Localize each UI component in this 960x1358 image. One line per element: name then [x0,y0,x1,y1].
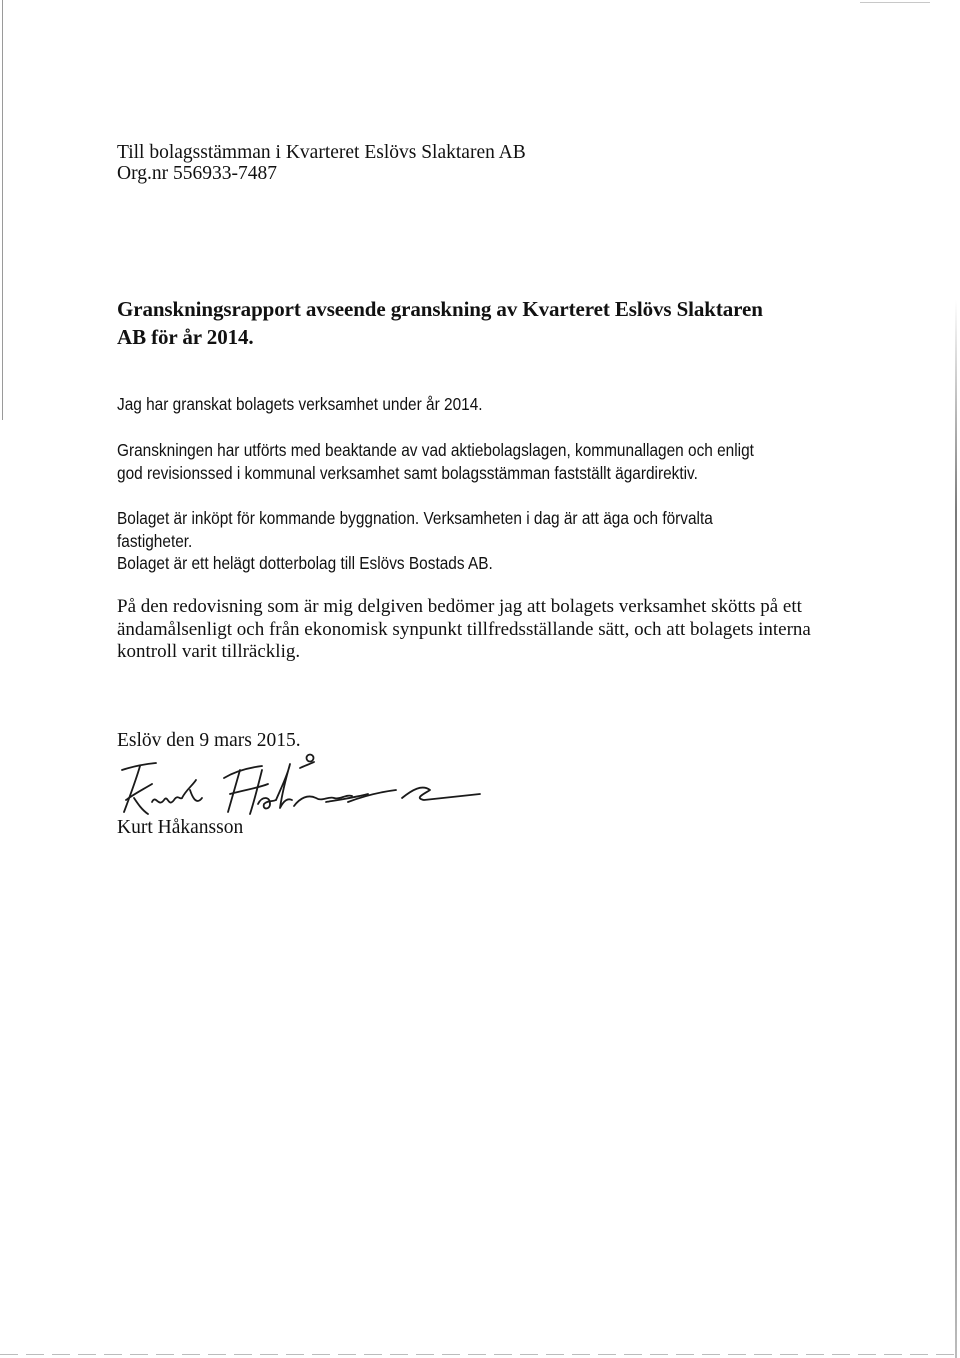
place-and-date: Eslöv den 9 mars 2015. [117,730,301,751]
scan-edge-right [955,300,957,1358]
paragraph-conclusion-line-3: kontroll varit tillräcklig. [117,641,301,662]
org-number: Org.nr 556933-7487 [117,163,277,184]
report-title-line-2: AB för år 2014. [117,325,254,349]
scan-edge-bottom [0,1354,960,1355]
scan-edge-left [2,0,3,420]
report-title-line-1: Granskningsrapport avseende granskning av Kvarteret Eslövs Slaktaren [117,297,763,321]
paragraph-company-line-3: Bolaget är ett helägt dotterbolag till Eslövs Bostads AB. [117,553,493,573]
paragraph-conclusion-line-1: På den redovisning som är mig delgiven bedömer jag att bolagets verksamhet skötts på ett [117,596,802,617]
recipient-line-1: Till bolagsstämman i Kvarteret Eslövs Slaktaren AB [117,142,526,163]
paragraph-company-line-2: fastigheter. [117,531,193,551]
paragraph-basis-line-2: god revisionssed i kommunal verksamhet samt bolagsstämman fastställt ägardirektiv. [117,463,698,483]
paragraph-scope: Jag har granskat bolagets verksamhet under år 2014. [117,394,483,414]
signatory-name: Kurt Håkansson [117,817,244,838]
paragraph-basis-line-1: Granskningen har utförts med beaktande av vad aktiebolagslagen, kommunallagen och enligt [117,440,754,460]
paragraph-conclusion-line-2: ändamålsenligt och från ekonomisk synpunkt tillfredsställande sätt, och att bolagets interna [117,619,811,640]
paragraph-company-line-1: Bolaget är inköpt för kommande byggnation. Verksamheten i dag är att äga och förvalta [117,508,713,528]
scan-edge-top [860,2,930,3]
